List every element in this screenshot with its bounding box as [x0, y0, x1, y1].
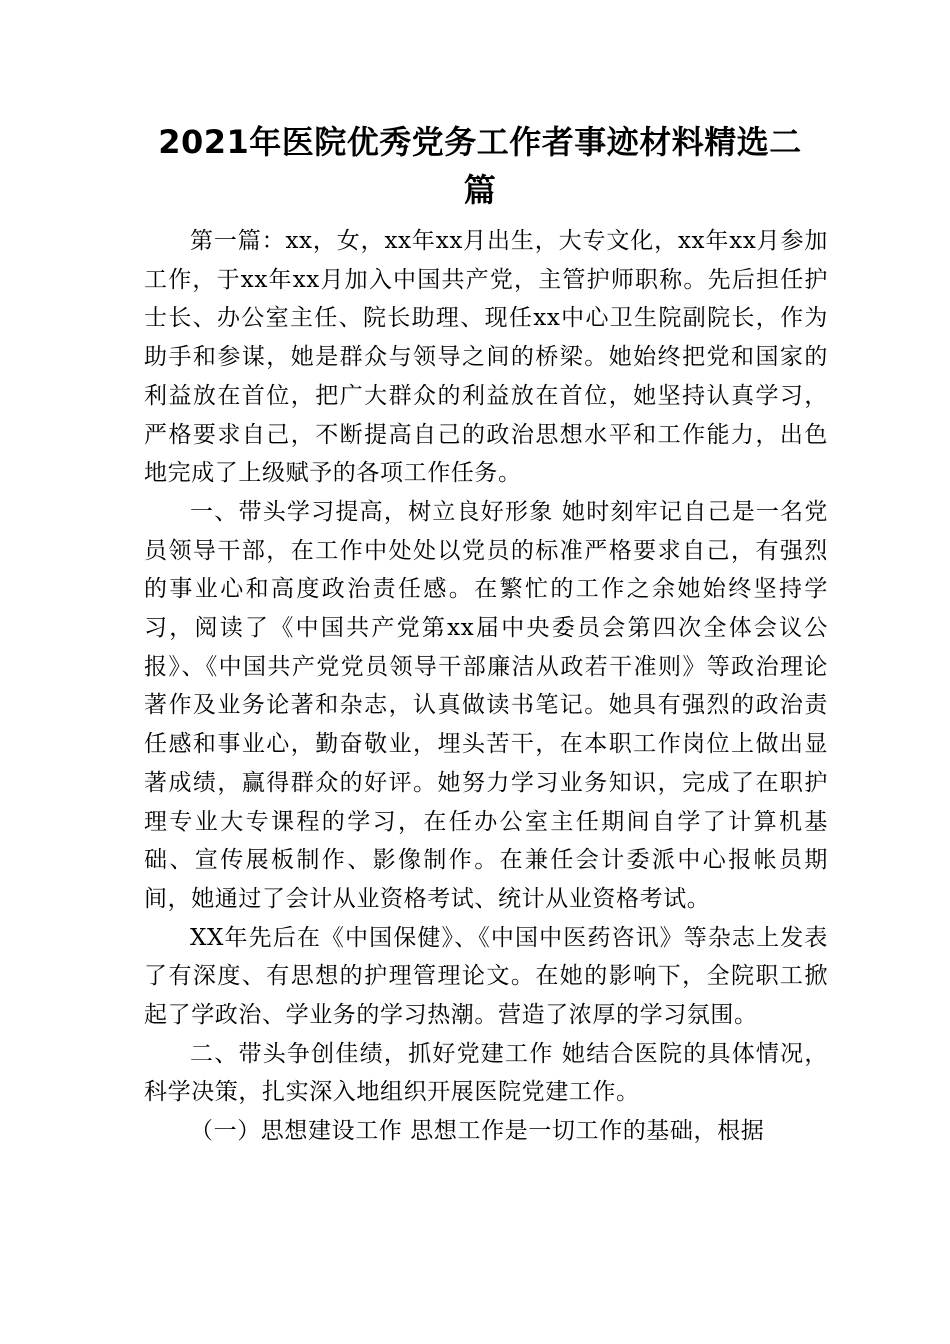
paragraph-5: （一）思想建设工作 思想工作是一切工作的基础，根据	[190, 1118, 765, 1145]
paragraph-1: 第一篇：xx，女，xx年xx月出生，大专文化，xx年xx月参加工作，于xx年xx月加入中国共产党，主管护师职称。先后担任护士长、办公室主任、院长助理、现任xx中心卫生院副院长，作为助手和参谋，她是群众与领导之间的桥梁。她始终把党和国家的利益放在首位，把广大群众的利益放在首位，她坚持认真学习，严格要求自己，不断提高自己的政治思想水平和工作能力，出色地完成了上级赋予的各项工作任务。	[144, 228, 828, 487]
document-title: 2021年医院优秀党务工作者事迹材料精选二篇	[158, 123, 802, 209]
document-body	[144, 222, 828, 1151]
paragraph-3: XX年先后在《中国保健》、《中国中医药咨讯》等杂志上发表了有深度、有思想的护理管理论文。在她的影响下，全院职工掀起了学政治、学业务的学习热潮。营造了浓厚的学习氛围。	[144, 924, 828, 1029]
paragraph-4: 二、带头争创佳绩，抓好党建工作 她结合医院的具体情况，科学决策，扎实深入地组织开展医院党建工作。	[144, 1040, 828, 1106]
paragraph-2: 一、带头学习提高，树立良好形象 她时刻牢记自己是一名党员领导干部，在工作中处处以党员的标准严格要求自己，有强烈的事业心和高度政治责任感。在繁忙的工作之余她始终坚持学习，阅读了《中国共产党第xx届中央委员会第四次全体会议公报》、《中国共产党党员领导干部廉洁从政若干准则》等政治理论著作及业务论著和杂志，认真做读书笔记。她具有强烈的政治责任感和事业心，勤奋敬业，埋头苦干，在本职工作岗位上做出显著成绩，赢得群众的好评。她努力学习业务知识，完成了在职护理专业大专课程的学习，在任办公室主任期间自学了计算机基础、宣传展板制作、影像制作。在兼任会计委派中心报帐员期间，她通过了会计从业资格考试、统计从业资格考试。	[144, 498, 828, 912]
